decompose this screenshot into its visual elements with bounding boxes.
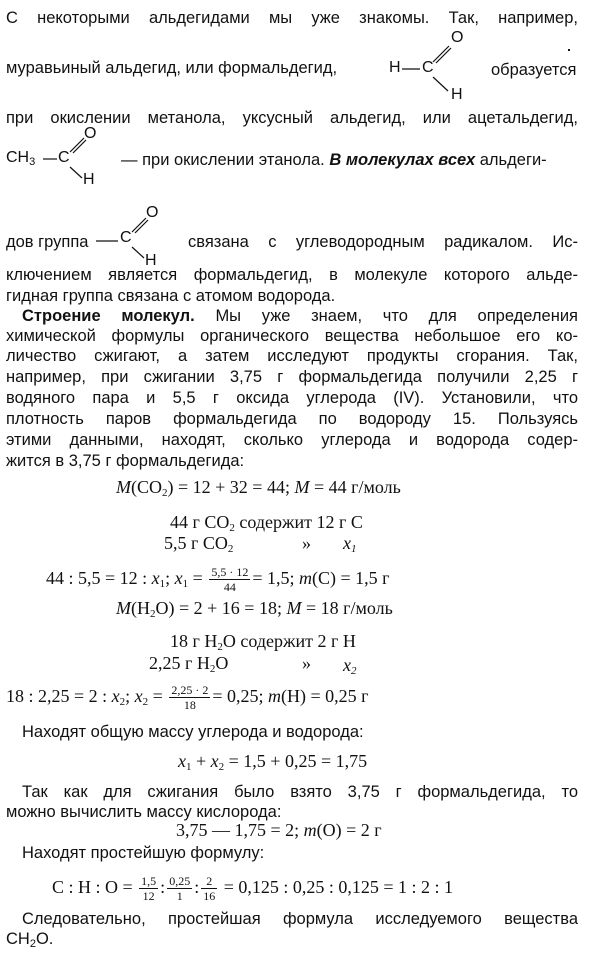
atom-label: C: [422, 59, 434, 76]
fraction: $\frac{2,25 \cdot 2}{18}$: [171, 683, 209, 713]
atom-label: O: [146, 204, 159, 221]
atom-label: O: [84, 125, 97, 142]
print-speck: [568, 49, 570, 51]
atom-label: CH: [6, 149, 30, 166]
text-line: С некоторыми альдегидами мы уже знакомы. Так, например,: [6, 9, 578, 27]
equation-proportion-h2o: 18 г $H_2O$ содержит 2 г H: [170, 631, 356, 653]
ditto-mark: »: [302, 653, 311, 673]
atom-label: C: [58, 149, 70, 166]
double-bond: [432, 42, 452, 64]
text-line: можно вычислить массу кислорода:: [6, 803, 282, 821]
text-line: например, при сжигании 3,75 г формальдегида получили 2,25 г: [6, 368, 578, 386]
text-line: образуется: [491, 61, 577, 79]
text-line: связана с углеводородным радикалом. Ис-: [188, 233, 578, 251]
atom-label: H: [389, 59, 401, 76]
text-line: жится в 3,75 г формальдегида:: [6, 452, 245, 470]
atom-label: H: [145, 252, 157, 269]
text-span: — при окислении этанола.: [121, 151, 325, 169]
text-line: плотность паров формальдегида по водороду 15. Пользуясь: [6, 410, 578, 428]
text-line: водяного пара и 5,5 г оксида углерода (IV). Установили, что: [6, 389, 578, 407]
text-line: [121, 150, 547, 170]
equation-molar-mass-co2: $M(CO_2) = 12 + 32 = 44$; M = 44 г/моль: [116, 477, 401, 499]
text-line: при окислении метанола, уксусный альдегид, или ацетальдегид,: [6, 109, 578, 127]
equation-molar-mass-h2o: $M(H_2O) = 2 + 16 = 18$; M = 18 г/моль: [116, 598, 393, 620]
subscript: 3: [29, 156, 36, 168]
fraction: $\frac{5,5 \cdot 12}{44}$: [211, 565, 249, 595]
text-line: химической формулы органического вещества небольшое его ко-: [6, 327, 578, 345]
equation-mass-carbon: 44 : 5,5 = 12 : $x_1$; $x_1$ = $\frac{5,5 \cdot 12}{44}$ = 1,5; m(C) = 1,5 г: [46, 565, 390, 595]
single-bond: [402, 68, 422, 70]
equation-simplest-formula: C : H : O = $\frac{1,5}{12}$ : $\frac{0,25}{1}$ : $\frac{2}{16}$ = 0,125 : 0,25 : 0,125 = 1 : 2 : 1: [52, 874, 454, 904]
text-line: $CH_2O$.: [6, 930, 54, 950]
section-heading: Строение молекул.: [22, 307, 195, 325]
text-line: муравьиный альдегид, или формальдегид,: [6, 59, 338, 77]
equation-sum-masses: $x_1 + x_2 = 1,5 + 0,25 = 1,75$: [178, 751, 368, 773]
text-line: Следовательно, простейшая формула исследуемого вещества: [22, 910, 578, 928]
text-line: ключением является формальдегид, в молекуле которого альде-: [6, 266, 578, 284]
text-line: Находят простейшую формулу:: [22, 844, 265, 862]
fraction: $\frac{2}{16}$: [203, 874, 216, 904]
equation-mass-oxygen: 3,75 — 1,75 = 2; m(O) = 2 г: [176, 820, 382, 840]
ditto-mark: »: [302, 533, 311, 553]
fraction: $\frac{1,5}{12}$: [141, 874, 157, 904]
text-line: дов группа: [6, 233, 89, 251]
text-line: Так как для сжигания было взято 3,75 г формальдегида, то: [22, 783, 578, 801]
free-valence-bond: [96, 240, 120, 242]
equation-proportion-x2: 2,25 г $H_2O$: [149, 653, 229, 675]
variable-x2: $x_2$: [343, 655, 357, 677]
equation-mass-hydrogen: 18 : 2,25 = 2 : $x_2$; $x_2$ = $\frac{2,25 \cdot 2}{18}$ = 0,25; m(H) = 0,25 г: [6, 683, 369, 713]
atom-label: O: [451, 29, 464, 46]
text-line: личество сжигают, а затем исследуют продукты сгорания. Так,: [6, 347, 578, 365]
fraction: $\frac{0,25}{1}$: [169, 874, 191, 904]
text-line: [22, 306, 578, 326]
text-line: этими данными, находят, сколько углерода и водорода содер-: [6, 431, 578, 449]
atom-label: H: [83, 171, 95, 188]
text-span: альдеги-: [479, 151, 547, 169]
variable-x1: $x_1$: [343, 533, 357, 555]
text-span: Мы уже знаем, что для определения: [215, 307, 578, 325]
equation-proportion-x1: 5,5 г $CO_2$: [164, 533, 234, 555]
atom-label: C: [120, 229, 132, 246]
emphasis-text: В молекулах всех: [329, 151, 476, 169]
text-line: гидная группа связана с атомом водорода.: [6, 287, 336, 305]
single-bond: [432, 76, 452, 94]
atom-label: H: [451, 86, 463, 103]
single-bond: [43, 158, 59, 160]
text-line: Находят общую массу углерода и водорода:: [22, 723, 364, 741]
equation-proportion-co2: 44 г $CO_2$ содержит 12 г C: [170, 512, 363, 534]
